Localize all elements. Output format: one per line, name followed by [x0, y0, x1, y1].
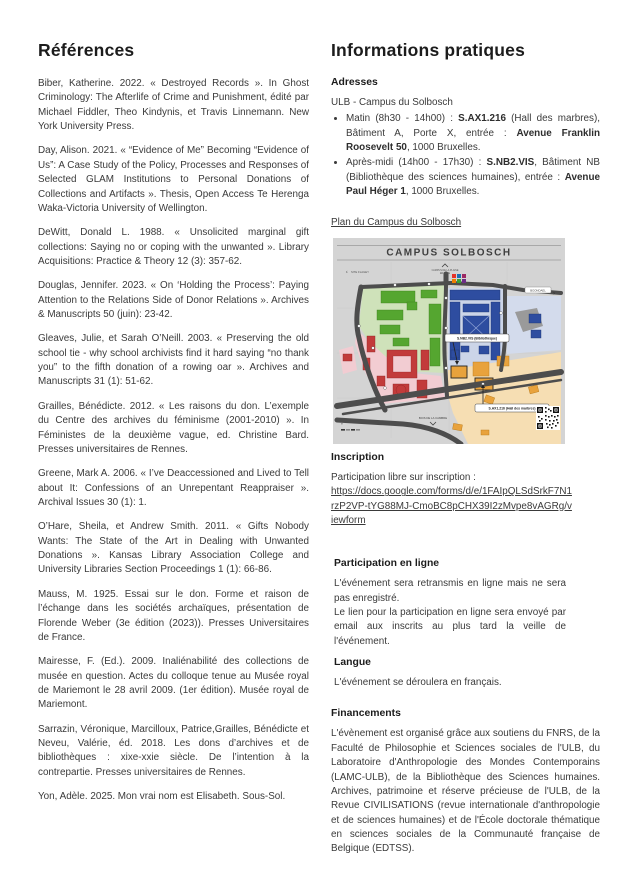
callout-ax1-label: S.AX1.216 (Hall des marbres): [488, 406, 536, 411]
infos-title: Informations pratiques: [331, 40, 526, 60]
text-segment: Matin (8h30 - 14h00) :: [346, 113, 459, 125]
reference-entry: Gleaves, Julie, et Sarah O’Neill. 2003. « Preserving the old school tie - why school archivists find it hard saying “no thank you” to the fifth donation of a rowing oar ». Archives and Manuscripts 31 (1): 51-62.: [38, 333, 309, 388]
section-langue: [334, 657, 600, 690]
street-address: Avenue Paul Héger 1: [346, 171, 600, 198]
map-label-site-flagey: SITE FLAGEY: [351, 269, 370, 274]
langue-heading: Langue: [334, 657, 371, 669]
reference-entry: Sarrazin, Véronique, Marcilloux, Patrice,Grailles, Bénédicte et Neveu, Valérie, éd. 2018. Les dons d’archives et de bibliothèques : xixe-xxie siècle. De l’intention à la contrepartie. Presses universitaires de Rennes.: [38, 723, 309, 778]
street-address: Avenue Franklin Roosevelt 50: [346, 127, 600, 154]
reference-entry: Biber, Katherine. 2022. « Destroyed Records ». In Ghost Criminology: The Afterlife of Crime and Punishment, édité par Michael Fiddler, Theo Kindynis, et Travis Linnemann. New York University Press.: [38, 78, 309, 133]
section-adresses: [331, 77, 600, 230]
participation-heading: Participation en ligne: [334, 558, 440, 570]
references-title: Références: [38, 40, 135, 60]
text-segment: , Bâtiment NB (Bibliothèque des sciences humaines), entrée :: [346, 157, 600, 183]
text-segment: (Hall des marbres), Bâtiment A, Porte X, entrée :: [346, 113, 600, 139]
text-segment: Après-midi (14h00 - 17h30) :: [346, 157, 487, 169]
text-segment: , 1000 Bruxelles.: [406, 142, 481, 154]
adresses-heading: Adresses: [331, 77, 378, 88]
financements-heading: Financements: [331, 708, 401, 720]
chevron-left-icon: ‹: [346, 269, 348, 276]
address-list: [331, 112, 600, 199]
room-code: S.NB2.VIS: [486, 157, 535, 169]
participation-p2: Le lien pour la participation en ligne sera envoyé par email aux inscrits au plus tard la veille de l'événement.: [334, 607, 566, 647]
map-label-bois-cambre: BOIS DE LA CAMBRE: [418, 415, 448, 420]
financements-text: L'évènement est organisé grâce aux soutiens du FNRS, de la Faculté de Philosophie et Sciences sociales de l'ULB, du Laboratoire d'Anthropologie des Mondes Contemporains (LAMC-ULB), de la Bibliothèque des Sciences humaines. Archives, patrimoine et réserve précieuse de l'ULB, de la Revue CIVILISATIONS (revue internationale d'anthropologie et de sciences humaines) et de l'École doctorale thématique en sciences sociales de la Communauté française de Belgique (EDTSS).: [331, 728, 600, 855]
qr-code: [536, 406, 560, 430]
inscription-text: Participation libre sur inscription :: [331, 471, 476, 483]
section-participation: [334, 558, 600, 649]
svg-text:⌖: ⌖: [341, 421, 343, 426]
inscription-heading: Inscription: [331, 451, 385, 463]
map-label-boondael: BOONDAEL: [530, 288, 546, 293]
map-title: CAMPUS SOLBOSCH: [386, 247, 512, 259]
participation-p1: L'événement sera retransmis en ligne mais ne sera pas enregistré.: [334, 578, 566, 604]
campus-map-link[interactable]: Plan du Campus du Solbosch: [331, 216, 462, 228]
reference-entry: Yon, Adèle. 2025. Mon vrai nom est Elisabeth. Sous-Sol.: [38, 791, 286, 803]
chevron-right-icon: ›: [553, 290, 555, 297]
campus-map-image: [333, 238, 565, 444]
reference-entry: DeWitt, Donald L. 1988. « Unsolicited marginal gift collections: Saying no or coping with the unwanted ». Library Acquisitions: Practice & Theory 12 (3): 357-62.: [38, 227, 309, 267]
reference-entry: Mairesse, F. (Ed.). 2009. Inaliénabilité des collections de musée en question. Actes du colloque tenue au Musée royal de Mariemont le 28 avril 2009. (1er édition). Musée royal de Mariemont.: [38, 656, 309, 711]
reference-entry: Day, Alison. 2021. « “Evidence of Me” Becoming “Evidence of Us”: A Case Study of the Policy, Processes and Responses of Selected GLAM Institutions to Personal Donations of Collections and Artifacts ». Thesis, Open Access Te Herenga Waka-Victoria University of Wellington.: [38, 145, 309, 214]
room-code: S.AX1.216: [458, 113, 506, 125]
reference-entry: Greene, Mark A. 2006. « I’ve Deaccessioned and Lived to Tell about It: Confessions of an Unrepentant Reappraiser ». Archival Issues 30 (1): 1.: [38, 468, 309, 508]
infos-column: [331, 40, 600, 857]
reference-entry: Mauss, M. 1925. Essai sur le don. Forme et raison de l’échange dans les sociétés archaïques, présentation de Florende Weber (3e édition (2023)). Presses Universitaires de France.: [38, 588, 309, 643]
reference-entry: O’Hare, Sheila, et Andrew Smith. 2011. « Gifts Nobody Wants: The State of the Art in Dealing with Unwanted Donations ». Kansas Library Association College and University Libraries Section Proceedings 1 (1): 66-86.: [38, 521, 309, 576]
references-column: [38, 40, 309, 857]
map-label-erasme: ERASME: [439, 271, 451, 275]
map-label-campus-plaine: CAMPUS DE LA PLAINE: [431, 268, 459, 272]
registration-form-link[interactable]: https://docs.google.com/forms/d/e/1FAIpQLSdSrkF7N1rzP2VP-tYG88MJ-CmoBC8pCHX39I2zMvpe8vAGRg/viewform: [331, 486, 572, 526]
callout-nb2-label: S.NB2.VIS (Bibliothèque): [456, 336, 498, 341]
address-item-afternoon: [346, 156, 600, 199]
adresses-intro: ULB - Campus du Solbosch: [331, 97, 453, 108]
address-item-morning: [346, 112, 600, 155]
text-segment: , 1000 Bruxelles.: [405, 186, 480, 198]
langue-text: L'événement se déroulera en français.: [334, 677, 502, 689]
reference-entry: Douglas, Jennifer. 2023. « On ‘Holding the Process’: Paying Attention to the Relations Side of Donor Relations ». Archives & Manuscripts 50 (juin): 23-42.: [38, 280, 309, 321]
section-financements: [331, 708, 600, 856]
section-inscription: [331, 452, 600, 528]
reference-entry: Grailles, Bénédicte. 2012. « Les raisons du don. L’exemple du Centre des archives du féminisme (2001-2010) ». In Féministes de la deuxième vague, ed. Christine Bard. Presses universitaires de Rennes.: [38, 400, 309, 455]
